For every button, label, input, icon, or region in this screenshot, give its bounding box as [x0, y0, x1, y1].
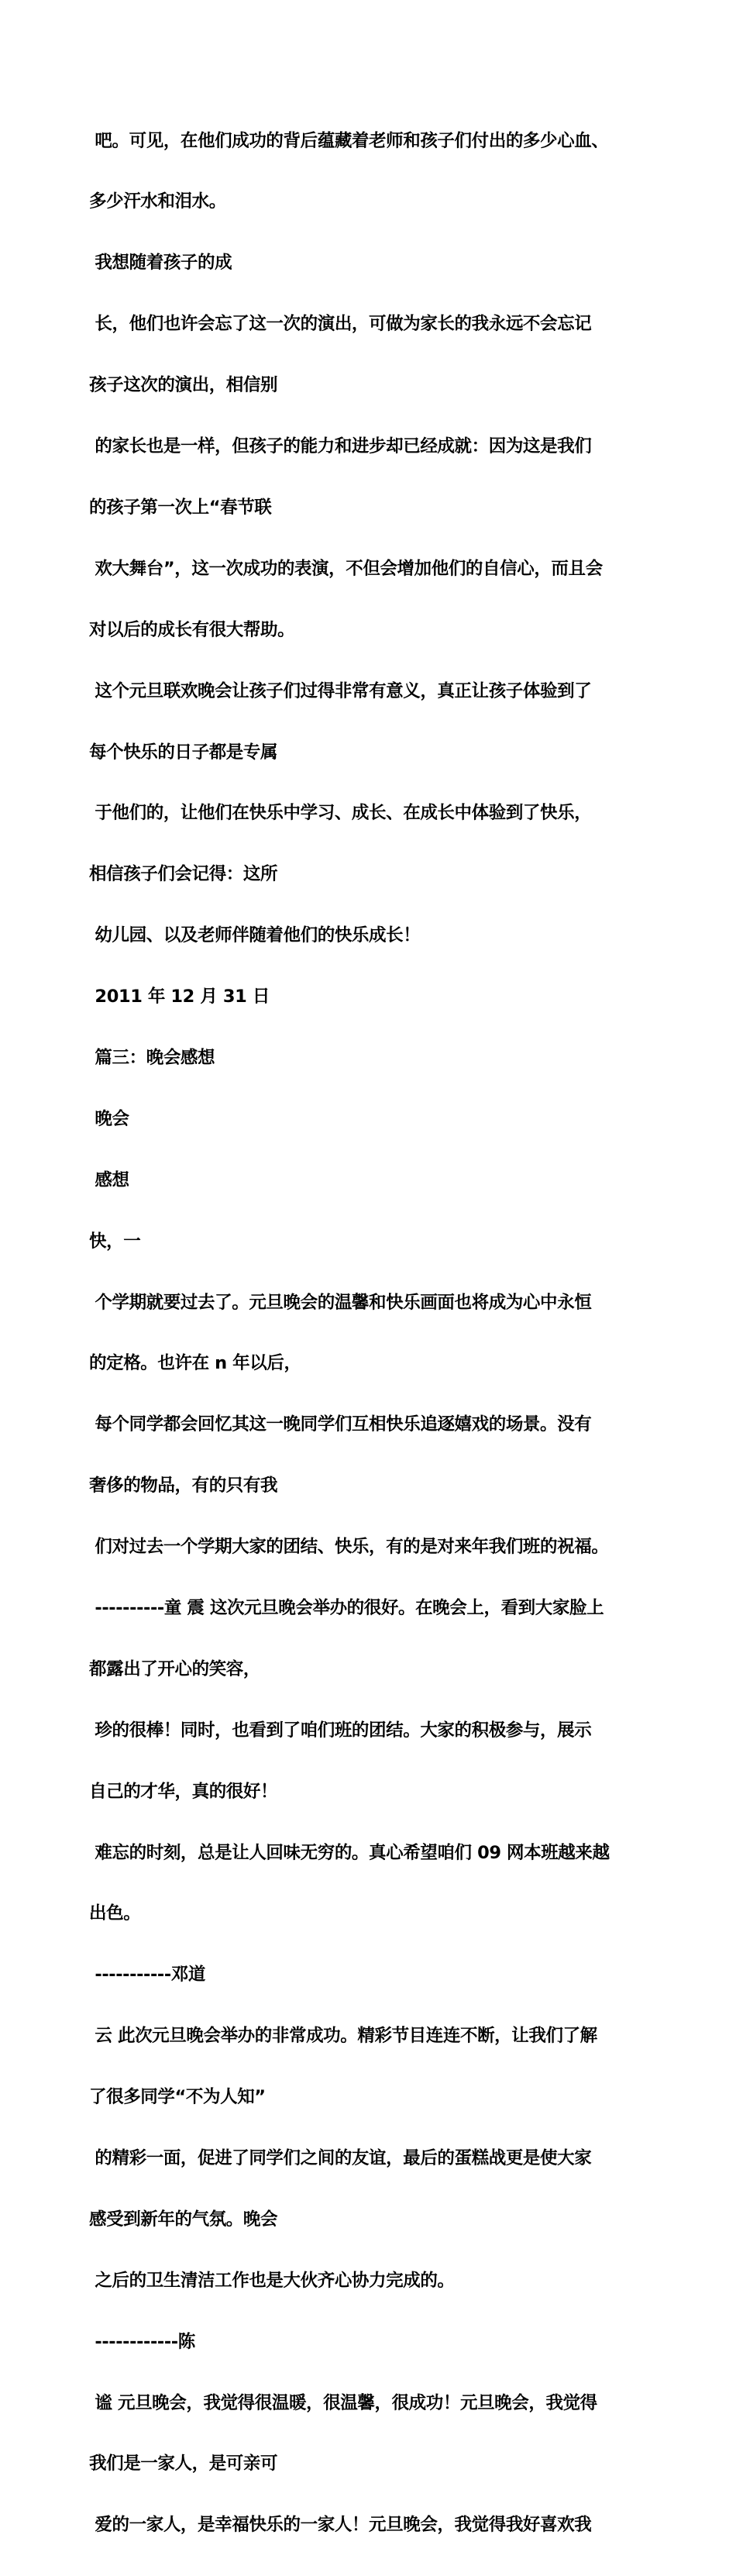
text-line: 奢侈的物品，有的只有我 — [89, 1476, 278, 1496]
text-line: 于他们的，让他们在快乐中学习、成长、在成长中体验到了快乐， — [89, 803, 592, 824]
text-line: 云 此次元旦晚会举办的非常成功。精彩节目连连不断，让我们了解 — [89, 2026, 597, 2047]
text-line: 多少汗水和泪水。 — [89, 191, 226, 212]
text-line: 相信孩子们会记得：这所 — [89, 864, 278, 885]
text-line: 欢大舞台”，这一次成功的表演，不但会增加他们的自信心，而且会 — [89, 558, 603, 579]
text-line: 出色。 — [89, 1903, 141, 1924]
text-line: 的精彩一面，促进了同学们之间的友谊，最后的蛋糕战更是使大家 — [89, 2147, 592, 2168]
text-line: 每个同学都会回忆其这一晚同学们互相快乐追逐嬉戏的场景。没有 — [89, 1414, 592, 1435]
date-line: 2011 年 12 月 31 日 — [89, 987, 270, 1007]
text-line: 之后的卫生清洁工作也是大伙齐心协力完成的。 — [89, 2270, 455, 2291]
text-line: ------------陈 — [89, 2331, 195, 2352]
text-line: 难忘的时刻，总是让人回味无穷的。真心希望咱们 09 网本班越来越 — [89, 1842, 610, 1863]
text-line: 们对过去一个学期大家的团结、快乐，有的是对来年我们班的祝福。 — [89, 1537, 609, 1558]
text-line: 的定格。也许在 n 年以后， — [89, 1353, 301, 1374]
text-line: 都露出了开心的笑容， — [89, 1658, 261, 1679]
text-line: -----------邓道 — [89, 1965, 205, 1985]
text-line: 了很多同学“不为人知” — [89, 2087, 266, 2108]
text-line: 对以后的成长有很大帮助。 — [89, 619, 295, 640]
text-line: 长，他们也许会忘了这一次的演出，可做为家长的我永远不会忘记 — [89, 314, 592, 335]
text-line: 吧。可见，在他们成功的背后蕴藏着老师和孩子们付出的多少心血、 — [89, 130, 609, 151]
text-line: 感受到新年的气氛。晚会 — [89, 2209, 278, 2230]
text-line: ----------童 震 这次元旦晚会举办的很好。在晚会上，看到大家脸上 — [89, 1597, 604, 1618]
text-line: 个学期就要过去了。元旦晚会的温馨和快乐画面也将成为心中永恒 — [89, 1292, 592, 1313]
document-body — [89, 90, 647, 2576]
text-line: 谧 元旦晚会，我觉得很温暖，很温馨，很成功！元旦晚会，我觉得 — [89, 2392, 597, 2413]
text-line: 这个元旦联欢晚会让孩子们过得非常有意义，真正让孩子体验到了 — [89, 680, 592, 701]
text-line: 感想 — [89, 1169, 129, 1190]
text-line: 珍的很棒！同时，也看到了咱们班的团结。大家的积极参与，展示 — [89, 1720, 592, 1741]
text-line: 晚会 — [89, 1108, 129, 1129]
text-line: 的家长也是一样，但孩子的能力和进步却已经成就：因为这是我们 — [89, 436, 592, 457]
text-line: 自己的才华，真的很好！ — [89, 1781, 278, 1802]
text-line: 幼儿园、以及老师伴随着他们的快乐成长！ — [89, 925, 421, 946]
text-line: 我想随着孩子的成 — [89, 253, 232, 274]
text-line: 我们是一家人，是可亲可 — [89, 2454, 278, 2474]
text-line: 快，一 — [89, 1231, 141, 1252]
text-line: 的孩子第一次上“春节联 — [89, 497, 272, 518]
section-heading: 篇三：晚会感想 — [89, 1047, 215, 1068]
text-line: 孩子这次的演出，相信别 — [89, 375, 278, 396]
text-line: 每个快乐的日子都是专属 — [89, 742, 278, 763]
text-line: 爱的一家人，是幸福快乐的一家人！元旦晚会，我觉得我好喜欢我 — [89, 2515, 592, 2536]
